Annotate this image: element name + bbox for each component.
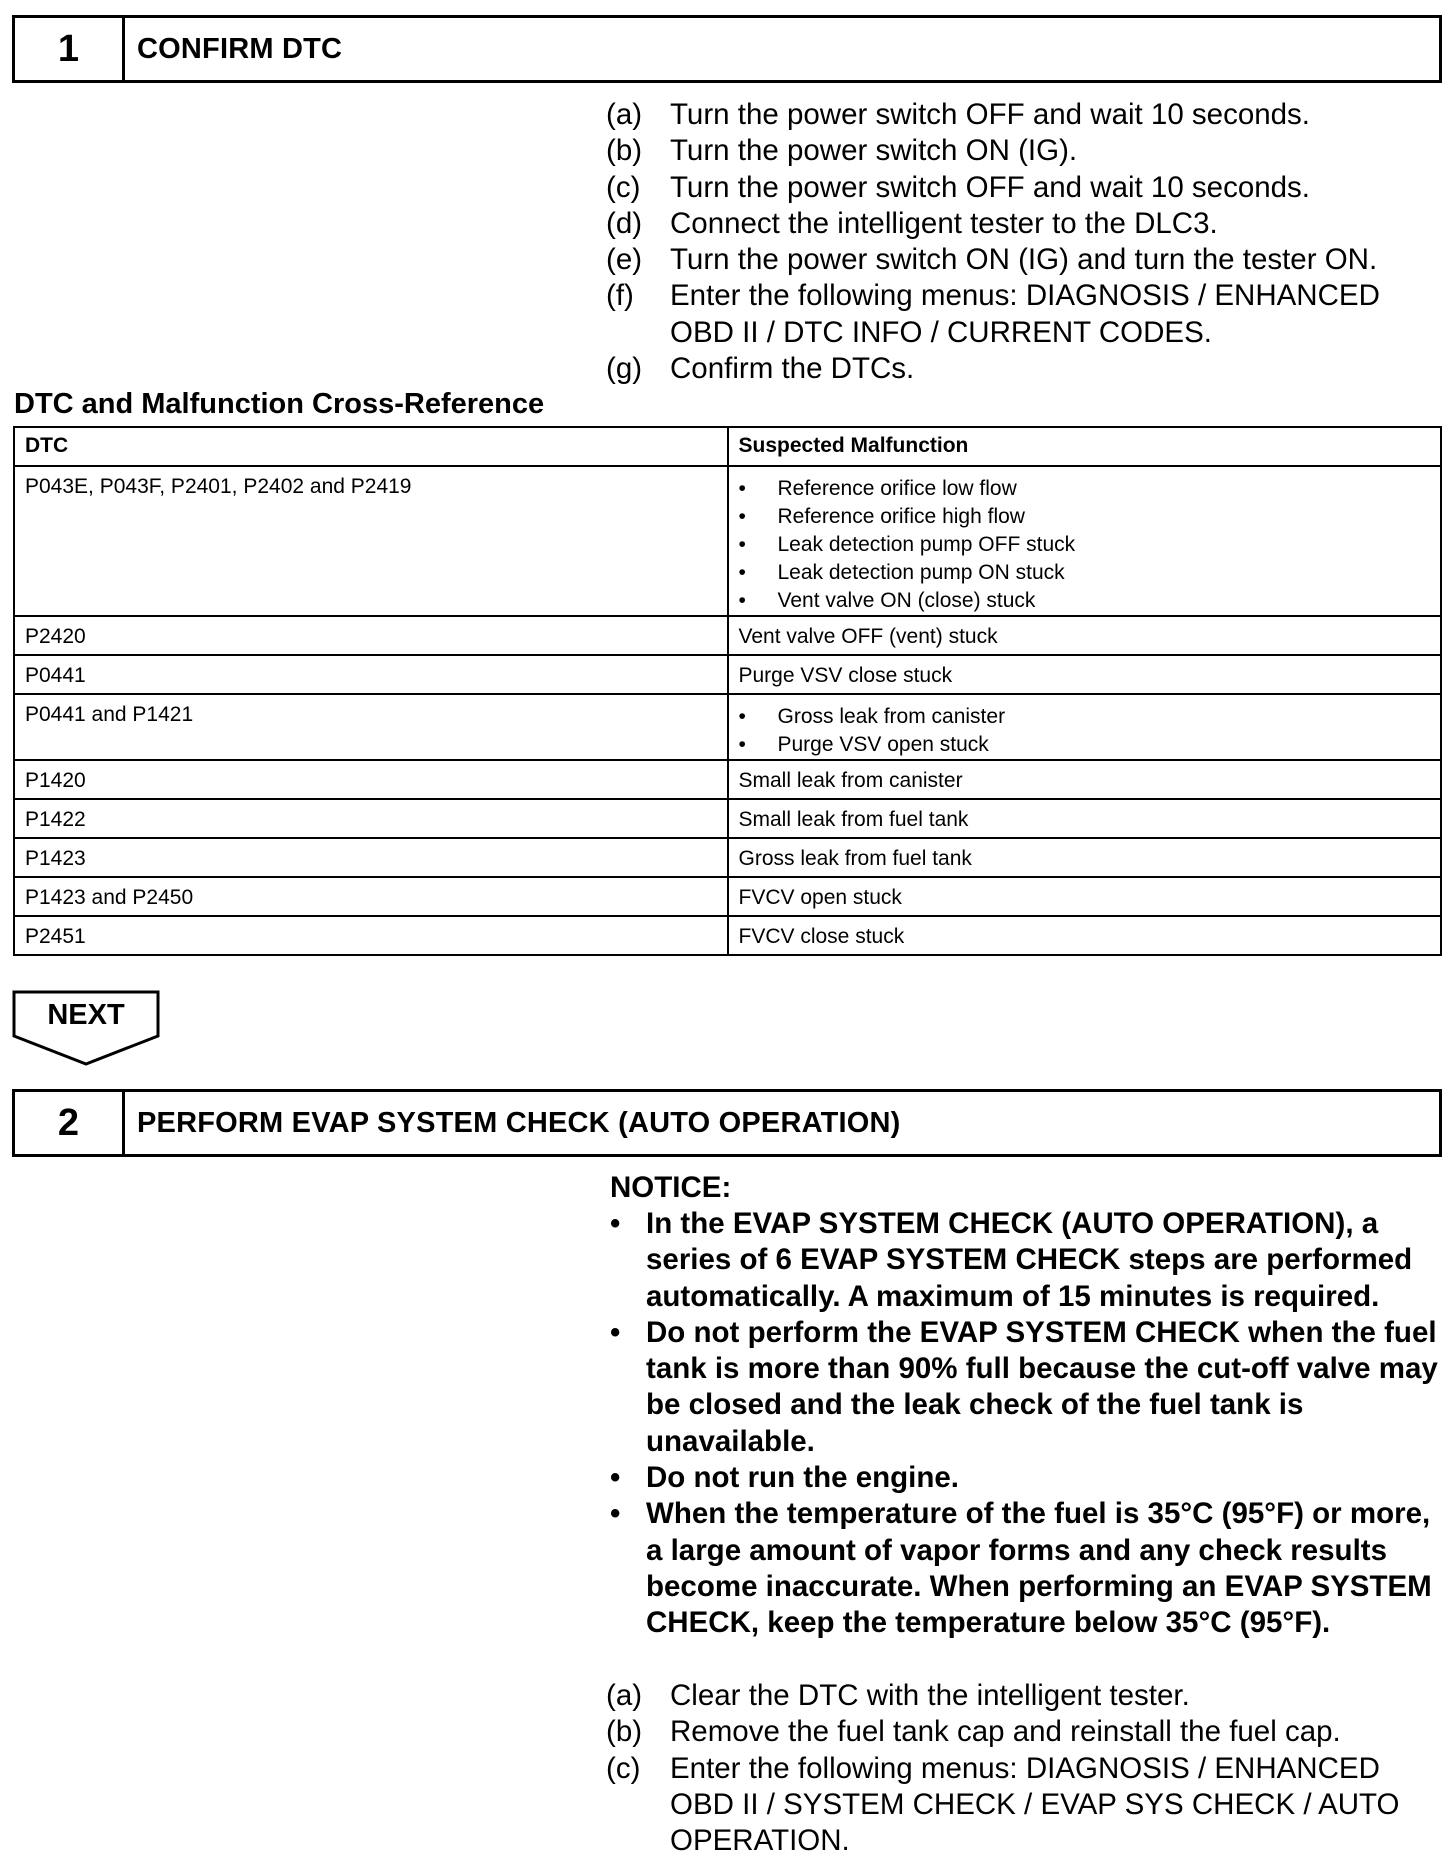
table-header-dtc: DTC (14, 427, 728, 466)
notice-item: • In the EVAP SYSTEM CHECK (AUTO OPERATION), a series of 6 EVAP SYSTEM CHECK steps are performed automatically. A maximum of 15 minutes is required. (610, 1207, 1413, 1313)
dtc-cell: P0441 (14, 655, 728, 694)
step-2-item-c: (c) Enter the following menus: DIAGNOSIS / ENHANCED OBD II / SYSTEM CHECK / EVAP SYS CHECK / AUTO OPERATION. (606, 1751, 1400, 1858)
step-2-number: 2 (15, 1092, 125, 1154)
malfunction-cell (728, 466, 1442, 616)
dtc-cell: P1420 (14, 760, 728, 799)
step-1-item-b: (b) Turn the power switch ON (IG). (606, 134, 1078, 168)
step-2-header (12, 1089, 1442, 1157)
step-1-header (12, 15, 1442, 83)
step-1-number: 1 (15, 18, 125, 80)
malfunction-cell: Gross leak from fuel tank (728, 838, 1442, 877)
dtc-cell: P2420 (14, 616, 728, 655)
malfunction-cell (728, 694, 1442, 760)
malfunction-cell: FVCV close stuck (728, 916, 1442, 955)
malfunction-cell: Purge VSV close stuck (728, 655, 1442, 694)
dtc-cell: P043E, P043F, P2401, P2402 and P2419 (14, 466, 728, 616)
list-item: • Vent valve ON (close) stuck (739, 587, 1431, 615)
table-row (14, 799, 1441, 838)
malfunction-list (739, 475, 1431, 615)
step-2-item-b: (b) Remove the fuel tank cap and reinstall the fuel cap. (606, 1715, 1341, 1749)
table-row (14, 877, 1441, 916)
malfunction-list (739, 703, 1431, 759)
notice-item: • When the temperature of the fuel is 35°C (95°F) or more, a large amount of vapor forms and any check results become inaccurate. When performing an EVAP SYSTEM CHECK, keep the temperature below 35°C (95°F). (610, 1497, 1432, 1640)
dtc-cell: P1423 and P2450 (14, 877, 728, 916)
table-row (14, 466, 1441, 616)
malfunction-cell: FVCV open stuck (728, 877, 1442, 916)
step-1-item-c: (c) Turn the power switch OFF and wait 10 seconds. (606, 170, 1310, 204)
malfunction-cell: Small leak from fuel tank (728, 799, 1442, 838)
step-2-item-a: (a) Clear the DTC with the intelligent tester. (606, 1679, 1190, 1712)
notice-list (606, 1206, 1446, 1642)
table-row (14, 916, 1441, 955)
malfunction-cell: Vent valve OFF (vent) stuck (728, 616, 1442, 655)
notice-item: • Do not perform the EVAP SYSTEM CHECK when the fuel tank is more than 90% full because the cut-off valve may be closed and the leak check of the fuel tank is unavailable. (610, 1315, 1438, 1458)
list-item: • Purge VSV open stuck (739, 731, 1431, 759)
table-row (14, 655, 1441, 694)
list-item: • Reference orifice low flow (739, 475, 1431, 503)
dtc-cell: P0441 and P1421 (14, 694, 728, 760)
next-arrow (12, 990, 160, 1066)
step-1-item-e: (e) Turn the power switch ON (IG) and turn the tester ON. (606, 243, 1378, 277)
table-header-malfunction: Suspected Malfunction (728, 427, 1442, 466)
dtc-cell: P1422 (14, 799, 728, 838)
step-1-item-a: (a) Turn the power switch OFF and wait 10 seconds. (606, 98, 1310, 131)
list-item: • Leak detection pump ON stuck (739, 559, 1431, 587)
list-item: • Gross leak from canister (739, 703, 1431, 731)
step-1-item-d: (d) Connect the intelligent tester to the DLC3. (606, 206, 1218, 240)
table-row (14, 838, 1441, 877)
notice-title: NOTICE: (610, 1171, 732, 1204)
notice-item: • Do not run the engine. (610, 1461, 960, 1495)
table-row (14, 694, 1441, 760)
step-1-instructions (606, 97, 1446, 387)
step-1-item-g: (g) Confirm the DTCs. (606, 352, 915, 386)
step-1-item-f: (f) Enter the following menus: DIAGNOSIS / ENHANCED OBD II / DTC INFO / CURRENT CODES. (606, 279, 1380, 349)
dtc-table (13, 426, 1442, 956)
table-header-row (14, 427, 1441, 466)
table-row (14, 760, 1441, 799)
list-item: • Leak detection pump OFF stuck (739, 531, 1431, 559)
dtc-cell: P1423 (14, 838, 728, 877)
malfunction-cell: Small leak from canister (728, 760, 1442, 799)
step-2-title: PERFORM EVAP SYSTEM CHECK (AUTO OPERATION) (137, 1106, 901, 1139)
list-item: • Reference orifice high flow (739, 503, 1431, 531)
table-title: DTC and Malfunction Cross-Reference (14, 388, 545, 420)
step-1-title: CONFIRM DTC (137, 32, 343, 65)
step-2-instructions (606, 1678, 1446, 1859)
table-row (14, 616, 1441, 655)
dtc-cell: P2451 (14, 916, 728, 955)
next-label: NEXT (47, 999, 125, 1031)
